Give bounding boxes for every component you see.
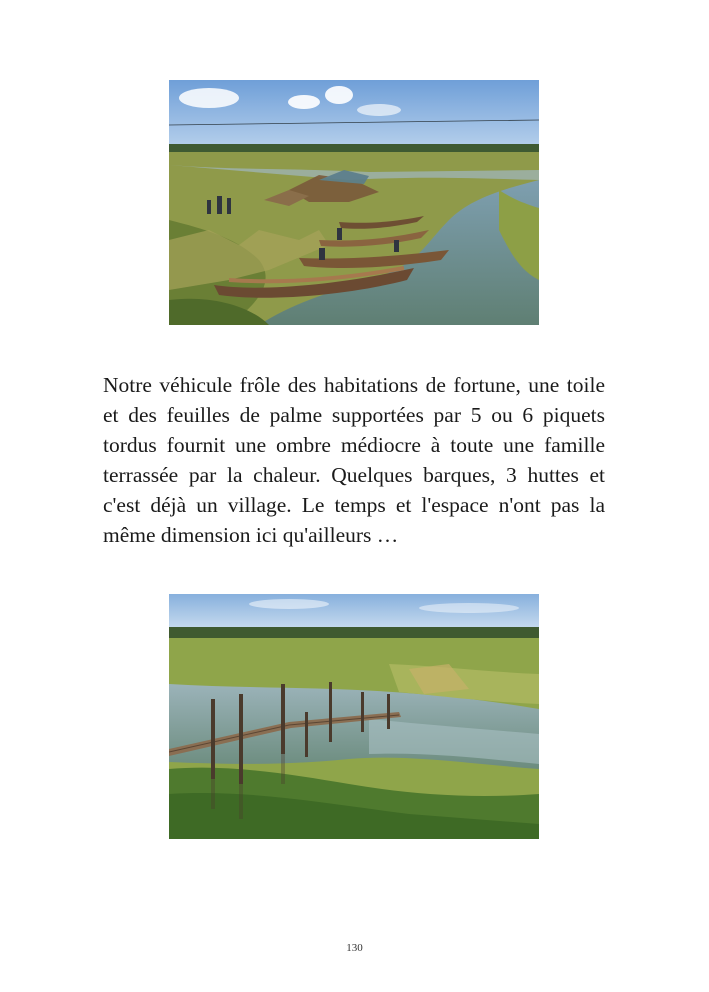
photo-riverbank-boats bbox=[169, 80, 539, 325]
riverbank-boats-image bbox=[169, 80, 539, 325]
footbridge-image bbox=[169, 594, 539, 839]
body-paragraph: Notre véhicule frôle des habitations de fortune, une toile et des feuilles de palme supportées par 5 ou 6 piquets tordus fournit une ombre médiocre à toute une famille terrassée par la chaleur. Quelques barques, 3 huttes et c'est déjà un village. Le temps et l'espace n'ont pas la même dimension ici qu'ailleurs … bbox=[103, 373, 605, 547]
photo-wooden-footbridge bbox=[169, 594, 539, 839]
page-number: 130 bbox=[346, 942, 363, 954]
